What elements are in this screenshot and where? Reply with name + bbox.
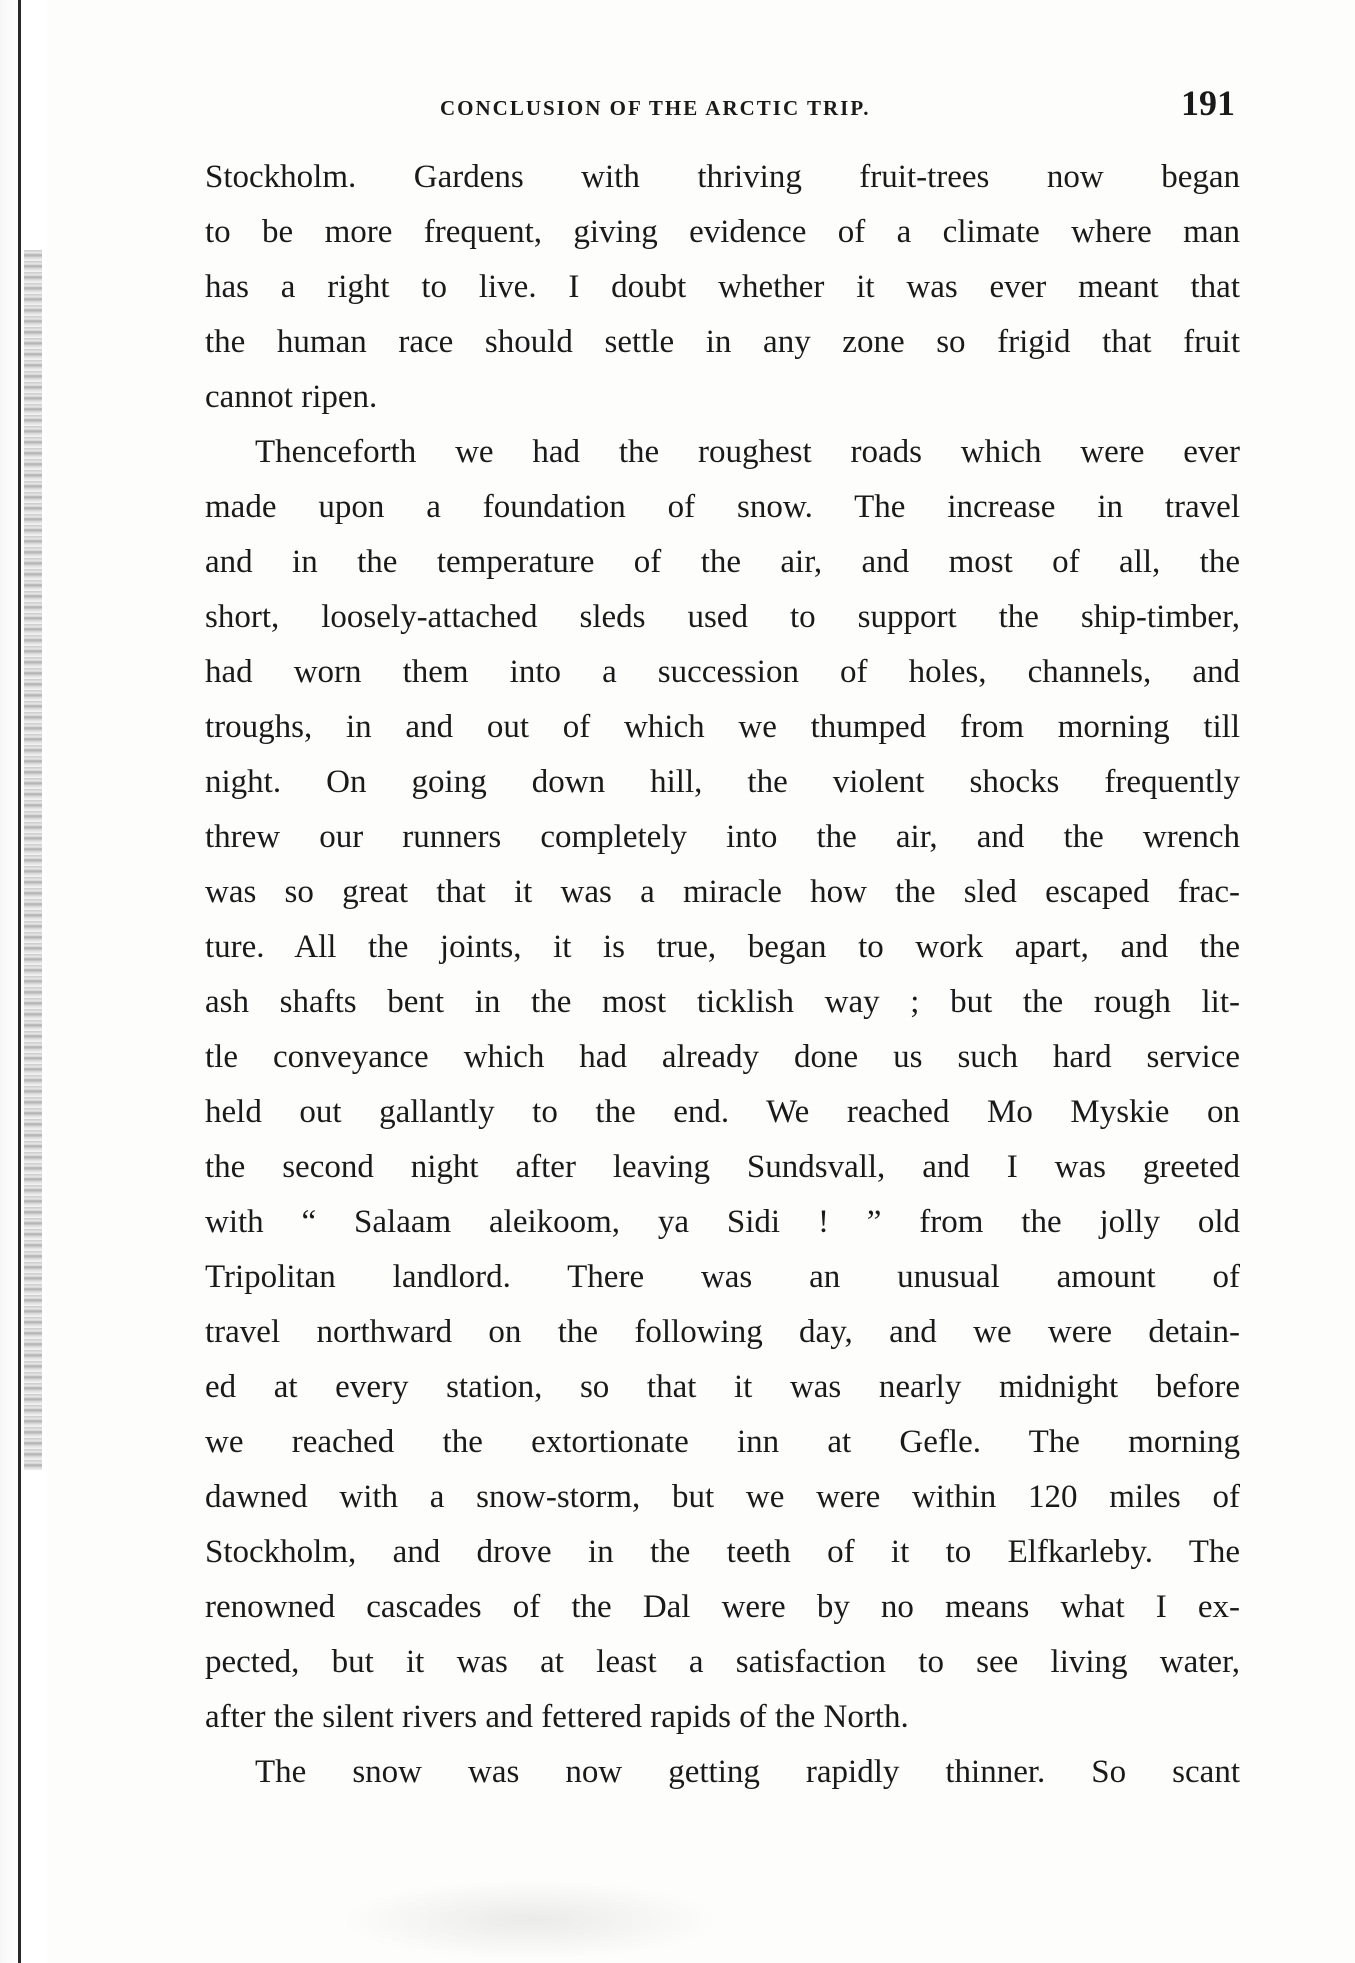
text-line: Stockholm, and drove in the teeth of it to Elfkarleby. The [205,1534,1240,1570]
page-header [200,82,1235,132]
text-line: travel northward on the following day, and we were detain- [205,1314,1240,1350]
text-line: ture. All the joints, it is true, began to work apart, and the [205,929,1240,965]
text-line-with-italic: with “ Salaam aleikoom, ya Sidi ! ” from the jolly old [205,1204,1240,1240]
running-head: CONCLUSION OF THE ARCTIC TRIP. [440,96,871,120]
text-line: made upon a foundation of snow. The increase in travel [205,489,1240,525]
paragraph-2 [205,425,1240,1745]
text-line: ed at every station, so that it was nearly midnight before [205,1369,1240,1405]
text-line: short, loosely-attached sleds used to support the ship-timber, [205,599,1240,635]
text-line: tle conveyance which had already done us such hard service [205,1039,1240,1075]
text-line: dawned with a snow-storm, but we were within 120 miles of [205,1479,1240,1515]
text-line: and in the temperature of the air, and most of all, the [205,544,1240,580]
text-line: after the silent rivers and fettered rapids of the North. [205,1699,909,1735]
page-number: 191 [1181,83,1235,123]
text-line: Tripolitan landlord. There was an unusual amount of [205,1259,1240,1295]
text-line: The snow was now getting rapidly thinner. So scant [255,1754,1240,1790]
binding-rule [18,0,21,1963]
text-line: the second night after leaving Sundsvall, and I was greeted [205,1149,1240,1185]
paragraph-3 [205,1745,1240,1800]
text-line: Stockholm. Gardens with thriving fruit-trees now began [205,159,1240,195]
text-line: was so great that it was a miracle how the sled escaped frac- [205,874,1240,910]
text-line: we reached the extortionate inn at Gefle. The morning [205,1424,1240,1460]
text-line: threw our runners completely into the air, and the wrench [205,819,1240,855]
text-line: held out gallantly to the end. We reached Mo Myskie on [205,1094,1240,1130]
text-line: night. On going down hill, the violent shocks frequently [205,764,1240,800]
body-text [205,150,1240,1800]
text-line: troughs, in and out of which we thumped from morning till [205,709,1240,745]
page-smudge [340,1880,720,1960]
binding-shadow [24,250,42,1470]
paragraph-1 [205,150,1240,425]
text-line: renowned cascades of the Dal were by no means what I ex- [205,1589,1240,1625]
text-line: Thenceforth we had the roughest roads which were ever [255,434,1240,470]
text-line: the human race should settle in any zone so frigid that fruit [205,324,1240,360]
page-binding-edge [0,0,46,1963]
text-line: has a right to live. I doubt whether it was ever meant that [205,269,1240,305]
text-line: cannot ripen. [205,379,378,415]
text-line: to be more frequent, giving evidence of a climate where man [205,214,1240,250]
text-line: had worn them into a succession of holes, channels, and [205,654,1240,690]
text-line: ash shafts bent in the most ticklish way ; but the rough lit- [205,984,1240,1020]
text-line: pected, but it was at least a satisfaction to see living water, [205,1644,1240,1680]
